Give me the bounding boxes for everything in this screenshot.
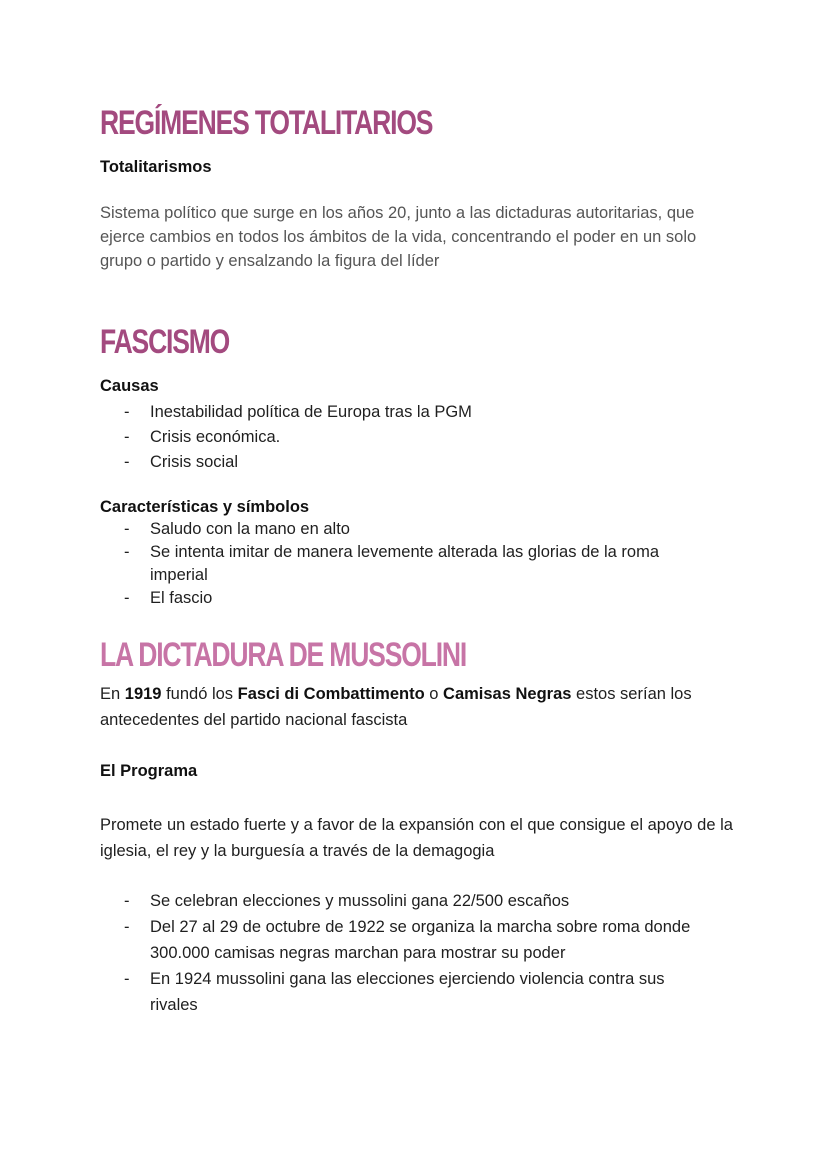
paragraph-totalitarismo-definition: Sistema político que surge en los años 20, junto a las dictaduras autoritarias, que ejerce cambios en todos los ámbitos de la vida, concentrando el poder en un solo grupo o partido y ensalzando la figura del líder xyxy=(100,204,697,270)
list-item: - Del 27 al 29 de octubre de 1922 se organiza la marcha sobre roma donde 300.000 camisas negras marchan para mostrar su poder xyxy=(100,914,740,966)
dash-bullet-icon: - xyxy=(124,589,130,607)
list-item: - El fascio xyxy=(100,587,740,610)
title-dictadura-mussolini: LA DICTADURA DE MUSSOLINI xyxy=(100,636,467,674)
dash-bullet-icon: - xyxy=(124,892,130,910)
term-fasci-di-combattimento: Fasci di Combattimento xyxy=(237,685,425,703)
list-causas xyxy=(100,400,740,475)
dash-bullet-icon: - xyxy=(124,543,130,561)
paragraph-mussolini-intro: En 1919 fundó los Fasci di Combattimento o Camisas Negras estos serían los antecedentes del partido nacional fascista xyxy=(100,685,692,729)
list-item: - Crisis económica. xyxy=(100,425,740,450)
list-item: - Crisis social xyxy=(100,450,740,475)
dash-bullet-icon: - xyxy=(124,403,130,421)
title-regimenes-totalitarios: REGÍMENES TOTALITARIOS xyxy=(100,104,433,142)
dash-bullet-icon: - xyxy=(124,970,130,988)
dash-bullet-icon: - xyxy=(124,428,130,446)
dash-bullet-icon: - xyxy=(124,520,130,538)
subtitle-totalitarismos: Totalitarismos xyxy=(100,158,212,176)
list-item: - En 1924 mussolini gana las elecciones ejerciendo violencia contra sus rivales xyxy=(100,966,740,1018)
list-item: - Saludo con la mano en alto xyxy=(100,518,740,541)
heading-caracteristicas-simbolos: Características y símbolos xyxy=(100,498,310,516)
list-caracteristicas xyxy=(100,518,740,610)
heading-el-programa: El Programa xyxy=(100,762,198,780)
list-item: - Inestabilidad política de Europa tras la PGM xyxy=(100,400,740,425)
term-camisas-negras: Camisas Negras xyxy=(443,685,572,703)
heading-causas: Causas xyxy=(100,377,159,395)
paragraph-programa: Promete un estado fuerte y a favor de la expansión con el que consigue el apoyo de la iglesia, el rey y la burguesía a través de la demagogia xyxy=(100,816,733,860)
year-1919: 1919 xyxy=(124,685,162,703)
list-programa-events xyxy=(100,888,740,1018)
title-fascismo: FASCISMO xyxy=(100,323,230,361)
dash-bullet-icon: - xyxy=(124,918,130,936)
dash-bullet-icon: - xyxy=(124,453,130,471)
list-item: - Se intenta imitar de manera levemente alterada las glorias de la roma imperial xyxy=(124,543,660,584)
list-item: - Se celebran elecciones y mussolini gana 22/500 escaños xyxy=(100,888,740,914)
